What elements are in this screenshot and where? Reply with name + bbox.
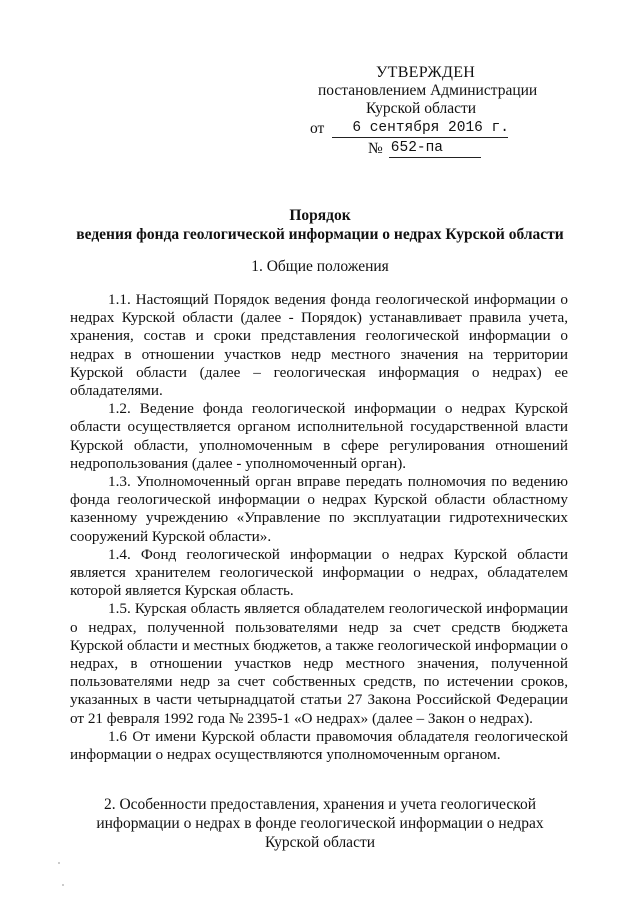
paragraph: 1.5. Курская область является обладателем геологической информации о недрах, полученной пользователями недр за счет средств бюджета Курской области и местных бюджетов, а также геологической информации о недрах, в отношении участков недр местного значения, полученной пользователями недр за счет собственных средств, по истечении сроков, указанных в части четырнадцатой статьи 27 Закона Российской Федерации от 21 февраля 1992 года № 2395-1 «О недрах» (далее – Закон о недрах). bbox=[70, 600, 568, 727]
approval-block bbox=[308, 64, 548, 158]
section-heading-line: 2. Особенности предоставления, хранения и учета геологической bbox=[103, 796, 536, 813]
scan-speck bbox=[62, 884, 64, 886]
section-2-heading bbox=[60, 795, 580, 852]
approval-date-row bbox=[308, 120, 548, 138]
section-heading-line: Курской области bbox=[264, 834, 376, 851]
title-line: Порядок bbox=[289, 207, 351, 224]
section-heading-line: информации о недрах в фонде геологической информации о недрах bbox=[96, 815, 544, 832]
approval-stamp: УТВЕРЖДЕН bbox=[376, 64, 476, 81]
scan-speck bbox=[58, 862, 60, 864]
paragraph: 1.4. Фонд геологической информации о недрах Курской области является хранителем геологической информации о недрах, обладателем которой является Курская область. bbox=[70, 545, 568, 600]
approval-number-row bbox=[308, 140, 548, 158]
section-1-heading: 1. Общие положения bbox=[251, 258, 389, 275]
title-line: ведения фонда геологической информации о недрах Курской области bbox=[76, 226, 564, 243]
number-prefix: № bbox=[368, 140, 383, 157]
paragraph: 1.1. Настоящий Порядок ведения фонда геологической информации о недрах Курской области (далее - Порядок) устанавливает правила учета, хранения, состав и сроки представления геологической информации о недрах в отношении участков недр местного значения на территории Курской области (далее – геологическая информация о недрах) ее обладателями. bbox=[70, 291, 568, 400]
paragraph: 1.6 От имени Курской области правомочия обладателя геологической информации о недрах осуществляются уполномоченным органом. bbox=[70, 727, 568, 764]
approval-line: Курской области bbox=[366, 100, 477, 117]
paragraph: 1.3. Уполномоченный орган вправе передать полномочия по ведению фонда геологической информации о недрах Курской области областному казенному учреждению «Управление по эксплуатации гидротехнических сооружений Курской области». bbox=[70, 473, 568, 545]
approval-line: постановлением Администрации bbox=[318, 82, 538, 99]
document-title bbox=[60, 206, 580, 244]
date-prefix: от bbox=[310, 120, 325, 137]
section-1-body bbox=[70, 291, 568, 764]
approval-date-value: 6 сентября 2016 г. bbox=[332, 120, 508, 138]
paragraph: 1.2. Ведение фонда геологической информации о недрах Курской области осуществляется органом исполнительной государственной власти Курской области, уполномоченным в сфере регулирования отношений недропользования (далее - уполномоченный орган). bbox=[70, 400, 568, 472]
approval-number-value: 652-па bbox=[389, 140, 481, 158]
